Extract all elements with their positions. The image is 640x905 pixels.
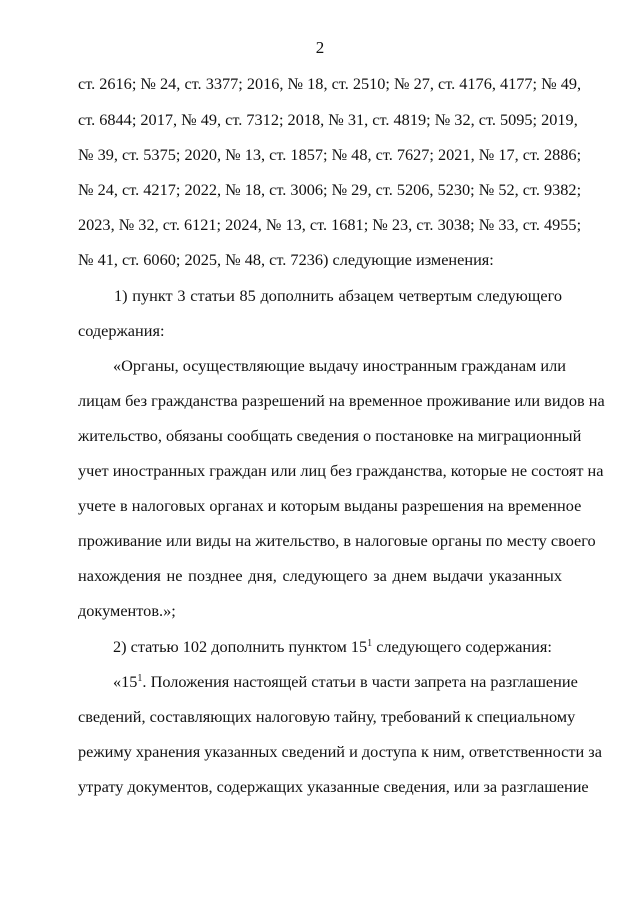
text-line: ст. 2616; № 24, ст. 3377; 2016, № 18, ст. 2510; № 27, ст. 4176, 4177; № 49, xyxy=(78,74,582,93)
text-line: 1) пункт 3 статьи 85 дополнить абзацем четвертым следующего xyxy=(114,286,562,305)
text-line: содержания: xyxy=(78,321,165,340)
text-line: учет иностранных граждан или лиц без гражданства, которые не состоят на xyxy=(78,461,604,480)
text-line: «Органы, осуществляющие выдачу иностранным гражданам или xyxy=(113,356,566,375)
text-line xyxy=(113,672,578,692)
text-run: . Положения настоящей статьи в части запрета на разглашение xyxy=(142,672,578,691)
text-line: лицам без гражданства разрешений на временное проживание или видов на xyxy=(78,391,605,410)
text-line: № 24, ст. 4217; 2022, № 18, ст. 3006; № 29, ст. 5206, 5230; № 52, ст. 9382; xyxy=(78,180,582,199)
text-run: «15 xyxy=(113,672,138,691)
text-line: № 41, ст. 6060; 2025, № 48, ст. 7236) следующие изменения: xyxy=(78,250,494,269)
text-line: учете в налоговых органах и которым выданы разрешения на временное xyxy=(78,496,582,515)
superscript: 1 xyxy=(137,673,143,684)
text-line: нахождения не позднее дня, следующего за днем выдачи указанных xyxy=(78,566,562,585)
text-run: следующего содержания: xyxy=(372,637,552,656)
text-line: ст. 6844; 2017, № 49, ст. 7312; 2018, № 31, ст. 4819; № 32, ст. 5095; 2019, xyxy=(78,110,578,129)
text-line: проживание или виды на жительство, в налоговые органы по месту своего xyxy=(78,531,596,550)
text-run: 2) статью 102 дополнить пунктом 15 xyxy=(113,637,368,656)
text-line: документов.»; xyxy=(78,601,176,620)
text-line: жительство, обязаны сообщать сведения о постановке на миграционный xyxy=(78,426,582,445)
text-line: режиму хранения указанных сведений и доступа к ним, ответственности за xyxy=(78,742,602,761)
page-number: 2 xyxy=(315,38,325,57)
superscript: 1 xyxy=(367,638,373,649)
text-line: 2023, № 32, ст. 6121; 2024, № 13, ст. 1681; № 23, ст. 3038; № 33, ст. 4955; xyxy=(78,215,582,234)
text-line: сведений, составляющих налоговую тайну, требований к специальному xyxy=(78,707,576,726)
text-line: утрату документов, содержащих указанные сведения, или за разглашение xyxy=(78,777,589,796)
text-line xyxy=(113,637,562,657)
text-line: № 39, ст. 5375; 2020, № 13, ст. 1857; № 48, ст. 7627; 2021, № 17, ст. 2886; xyxy=(78,145,582,164)
